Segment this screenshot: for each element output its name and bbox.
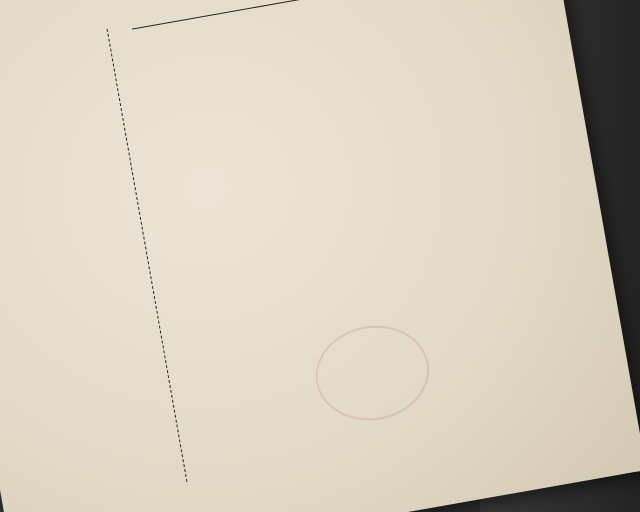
left-column xyxy=(0,29,96,54)
column-divider xyxy=(107,29,189,482)
faint-stamp xyxy=(308,317,437,429)
right-column xyxy=(121,0,542,65)
section-heading xyxy=(124,0,503,65)
